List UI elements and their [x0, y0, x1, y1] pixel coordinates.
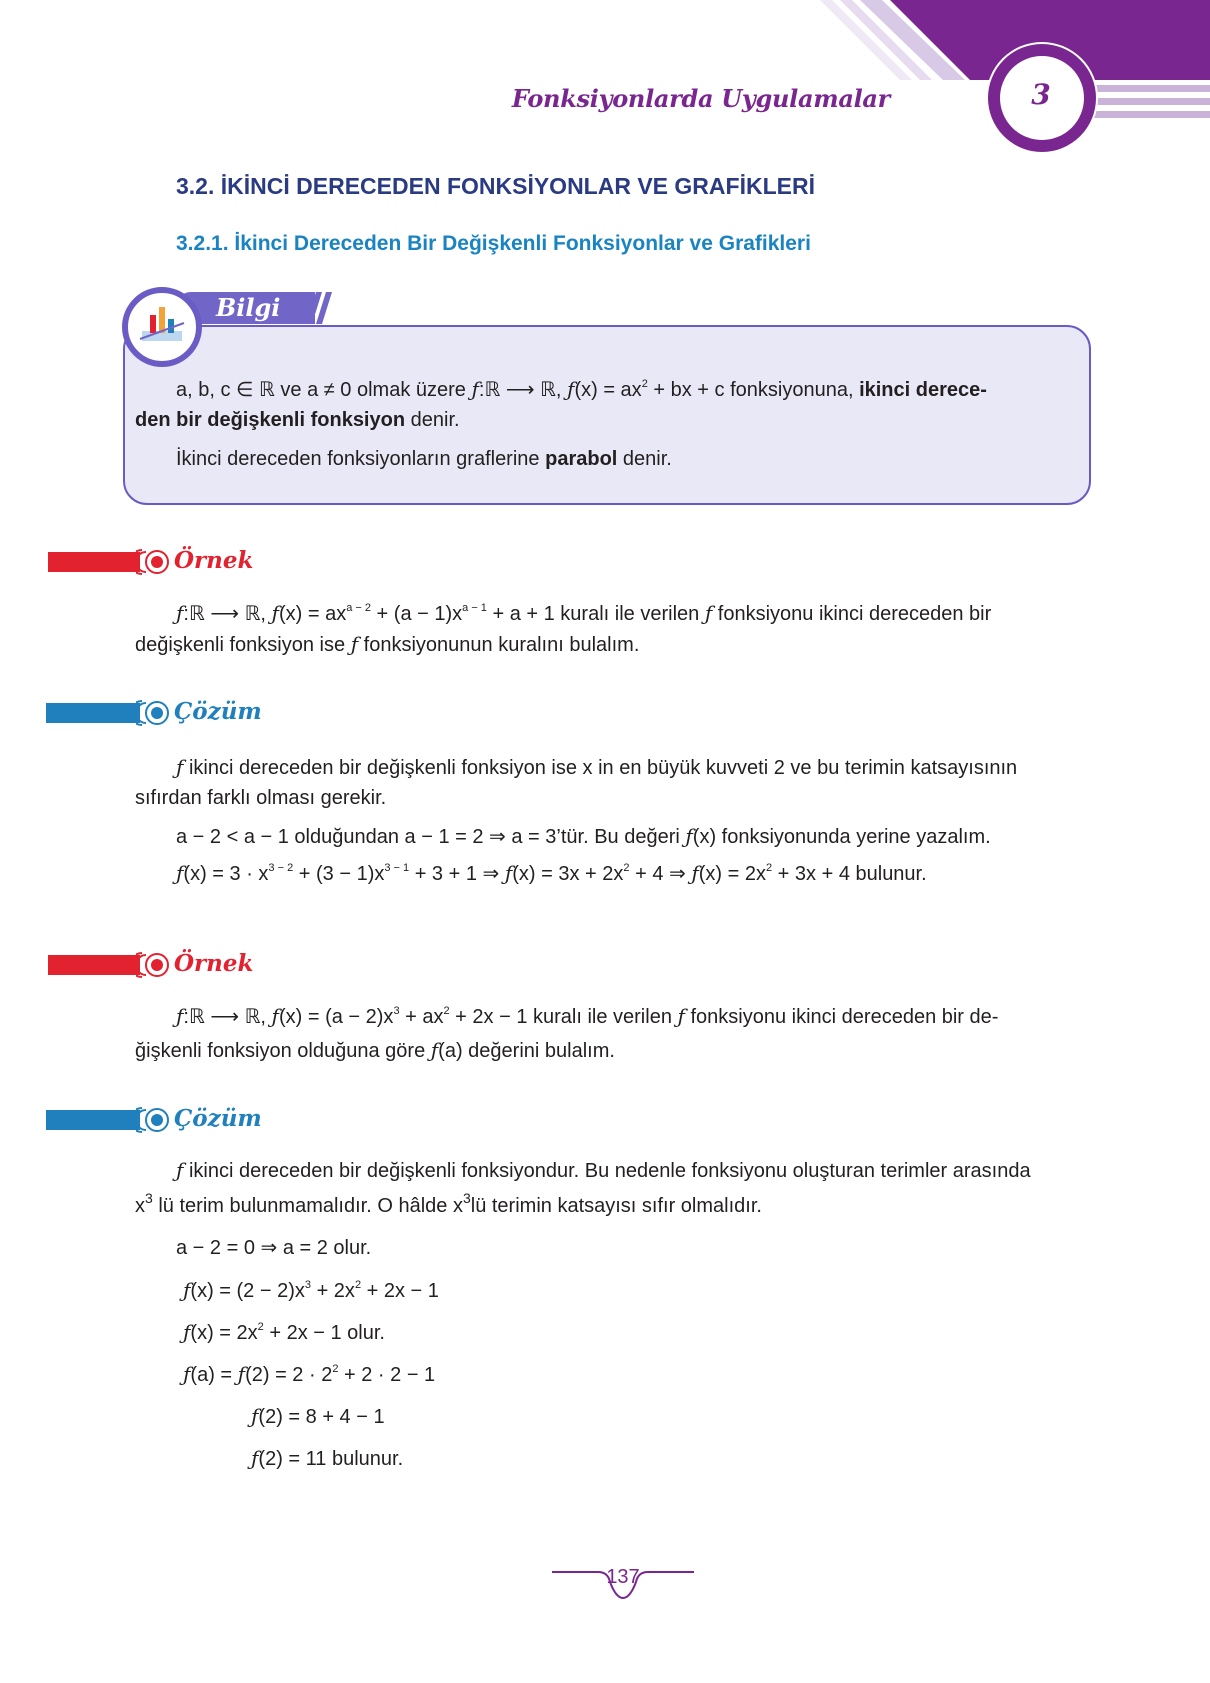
- solution-1-line-4: ƒ(x) = $3 \cdot x^{3 - 2} + (3 - 1)x^{3 - 1} + 3 + 1$ ⇒ ƒ(x) = $3x + 2x^2 + 4$ ⇒ ƒ(x) = $2x^2 + 3x + 4$ bulunur.: [176, 861, 927, 885]
- subsection-title: 3.2.1. İkinci Dereceden Bir Değişkenli Fonksiyonlar ve Grafikleri: [176, 232, 811, 255]
- example-1-label: Örnek: [174, 547, 254, 574]
- solution-1-line-2: sıfırdan farklı olması gerekir.: [135, 787, 387, 809]
- example-1-bar: [48, 552, 140, 572]
- info-icon: [122, 287, 202, 367]
- example-2-label: Örnek: [174, 950, 254, 977]
- info-line-2: den bir değişkenli fonksiyon denir.: [135, 409, 460, 431]
- example-1-line-1: ƒ:ℝ ⟶ ℝ, ƒ(x) = $ax^{a - 2} + (a - 1)x^{a - 1} + a + 1$ kuralı ile verilen ƒ fonksiyonu ikinci dereceden bir: [176, 601, 992, 625]
- info-line-3: İkinci dereceden fonksiyonların graflerine parabol denir.: [176, 448, 672, 470]
- solution-2-label: Çözüm: [174, 1105, 262, 1132]
- solution-2-bar: [46, 1110, 140, 1130]
- solution-1-bar: [46, 703, 140, 723]
- example-1-target-icon: [136, 548, 170, 576]
- solution-2-step-5: ƒ(2) = 8 + 4 − 1: [251, 1404, 385, 1428]
- example-1-line-2: değişkenli fonksiyon ise ƒ fonksiyonunun kuralını bulalım.: [135, 632, 640, 656]
- solution-1-line-3: a − 2 < a − 1 olduğundan a − 1 = 2 ⇒ a = 3’tür. Bu değeri ƒ(x) fonksiyonunda yerine yazalım.: [176, 824, 991, 848]
- info-line-1: a, b, c ∈ ℝ ve a ≠ 0 olmak üzere ƒ:ℝ ⟶ ℝ, ƒ(x) = $ax^2$ + bx + c fonksiyonuna, ikinci derece-: [176, 377, 987, 401]
- solution-2-step-6: ƒ(2) = 11 bulunur.: [251, 1446, 404, 1470]
- solution-2-step-2: ƒ(x) = $(2 - 2)x^3 + 2x^2 + 2x - 1$: [183, 1278, 439, 1302]
- solution-2-target-icon: [136, 1106, 170, 1134]
- example-2-bar: [48, 955, 140, 975]
- solution-2-step-3: ƒ(x) = $2x^2 + 2x - 1$ olur.: [183, 1320, 385, 1344]
- info-tab-stripes: [292, 292, 332, 324]
- example-2-line-2: ğişkenli fonksiyon olduğuna göre ƒ(a) değerini bulalım.: [135, 1038, 615, 1062]
- example-2-line-1: ƒ:ℝ ⟶ ℝ, ƒ(x) = $(a - 2)x^3 + ax^2 + 2x - 1$ kuralı ile verilen ƒ fonksiyonu ikinci dereceden bir de-: [176, 1004, 999, 1028]
- solution-2-line-1: ƒ ikinci dereceden bir değişkenli fonksiyondur. Bu nedenle fonksiyonu oluşturan terimler arasında: [176, 1158, 1031, 1182]
- solution-2-line-2: $x^3$ lü terim bulunmamalıdır. O hâlde $x^3lü$ terimin katsayısı sıfır olmalıdır.: [135, 1190, 762, 1217]
- info-tab-label: Bilgi: [216, 293, 281, 322]
- solution-2-step-4: ƒ(a) = ƒ(2) = $2 \cdot 2^2 + 2 \cdot 2 - 1$: [183, 1362, 436, 1386]
- example-2-target-icon: [136, 951, 170, 979]
- chapter-number: 3: [1031, 78, 1051, 111]
- section-title: 3.2. İKİNCİ DERECEDEN FONKSİYONLAR VE GRAFİKLERİ: [176, 173, 815, 199]
- solution-1-label: Çözüm: [174, 698, 262, 725]
- solution-2-step-1: a − 2 = 0 ⇒ a = 2 olur.: [176, 1237, 372, 1259]
- chapter-title: Fonksiyonlarda Uygulamalar: [511, 84, 890, 113]
- solution-1-line-1: ƒ ikinci dereceden bir değişkenli fonksiyon ise x in en büyük kuvveti 2 ve bu terimin katsayısının: [176, 755, 1018, 779]
- solution-1-target-icon: [136, 699, 170, 727]
- chart-icon: [128, 293, 196, 361]
- page-number: 137: [606, 1566, 640, 1588]
